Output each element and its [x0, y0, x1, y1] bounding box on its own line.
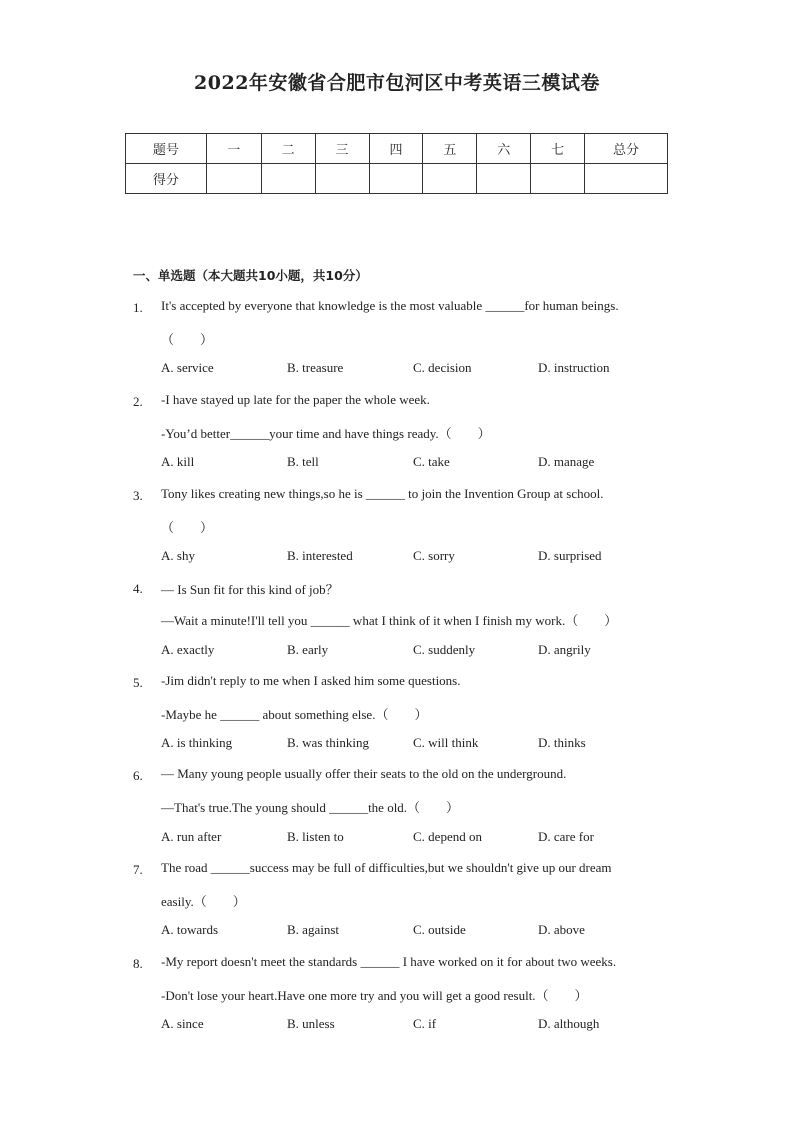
option-b[interactable]: B. unless	[287, 1016, 335, 1031]
option-c[interactable]: C. take	[413, 454, 450, 469]
option-c[interactable]: C. suddenly	[413, 642, 476, 657]
option-c[interactable]: C. if	[413, 1016, 437, 1031]
option-d[interactable]: D. manage	[538, 454, 595, 469]
score-cell	[477, 164, 531, 194]
score-header-cell: 五	[423, 134, 477, 164]
question-text: Tony likes creating new things,so he is ______ to join the Invention Group at school.	[161, 486, 604, 501]
question-text: -Maybe he ______ about something else.（ ）	[161, 707, 428, 722]
option-d[interactable]: D. although	[538, 1016, 600, 1031]
question-text: — Is Sun fit for this kind of job？	[161, 582, 339, 597]
question-text: It's accepted by everyone that knowledge is the most valuable ______for human beings.	[161, 298, 619, 313]
option-a[interactable]: A. run after	[161, 829, 222, 844]
score-cell	[315, 164, 369, 194]
option-c[interactable]: C. depend on	[413, 829, 482, 844]
question-text: -My report doesn't meet the standards ______ I have worked on it for about two weeks.	[161, 954, 617, 969]
score-header-cell: 七	[531, 134, 585, 164]
question-text: — Many young people usually offer their seats to the old on the underground.	[161, 766, 567, 781]
question-number: 7.	[133, 862, 143, 877]
question-number: 4.	[133, 581, 143, 596]
score-cell	[369, 164, 423, 194]
option-c[interactable]: C. sorry	[413, 548, 455, 563]
option-c[interactable]: C. outside	[413, 922, 466, 937]
option-b[interactable]: B. early	[287, 642, 329, 657]
option-d[interactable]: D. care for	[538, 829, 594, 844]
question-text: -You’d better______your time and have things ready.（ ）	[161, 426, 491, 441]
score-header-cell: 三	[315, 134, 369, 164]
option-c[interactable]: C. will think	[413, 735, 479, 750]
score-header-cell: 一	[206, 134, 261, 164]
score-cell	[261, 164, 315, 194]
option-d[interactable]: D. surprised	[538, 548, 602, 563]
question-text: （ ）	[161, 520, 214, 535]
option-a[interactable]: A. exactly	[161, 642, 215, 657]
question-text: -Jim didn't reply to me when I asked him some questions.	[161, 673, 461, 688]
option-a[interactable]: A. towards	[161, 922, 219, 937]
option-d[interactable]: D. thinks	[538, 735, 586, 750]
option-a[interactable]: A. service	[161, 360, 214, 375]
option-b[interactable]: B. treasure	[287, 360, 344, 375]
option-a[interactable]: A. since	[161, 1016, 204, 1031]
score-header-cell: 六	[477, 134, 531, 164]
score-table	[125, 133, 668, 194]
question-text: The road ______success may be full of difficulties,but we shouldn't give up our dream	[161, 860, 612, 875]
question-number: 8.	[133, 956, 143, 971]
question-number: 1.	[133, 300, 143, 315]
question-text: -I have stayed up late for the paper the whole week.	[161, 392, 430, 407]
score-row-label: 得分	[126, 164, 207, 194]
score-header-cell: 四	[369, 134, 423, 164]
option-a[interactable]: A. kill	[161, 454, 195, 469]
question-text: easily.（ ）	[161, 894, 246, 909]
score-header-cell: 题号	[126, 134, 207, 164]
option-b[interactable]: B. was thinking	[287, 735, 369, 750]
score-cell	[531, 164, 585, 194]
option-b[interactable]: B. interested	[287, 548, 353, 563]
score-cell	[585, 164, 668, 194]
page-title: 2022年安徽省合肥市包河区中考英语三模试卷	[194, 72, 600, 94]
question-number: 6.	[133, 768, 143, 783]
option-d[interactable]: D. instruction	[538, 360, 610, 375]
option-b[interactable]: B. tell	[287, 454, 319, 469]
question-text: -Don't lose your heart.Have one more try and you will get a good result.（ ）	[161, 988, 588, 1003]
score-table-score-row	[126, 164, 668, 194]
score-cell	[206, 164, 261, 194]
option-a[interactable]: A. is thinking	[161, 735, 233, 750]
option-a[interactable]: A. shy	[161, 548, 195, 563]
option-c[interactable]: C. decision	[413, 360, 472, 375]
question-text: —That's true.The young should ______the old.（ ）	[161, 800, 460, 815]
score-header-cell: 总分	[585, 134, 668, 164]
question-number: 2.	[133, 394, 143, 409]
question-number: 5.	[133, 675, 143, 690]
section-heading: 一、单选题（本大题共10小题，共10分）	[133, 268, 368, 283]
score-cell	[423, 164, 477, 194]
option-d[interactable]: D. angrily	[538, 642, 591, 657]
option-d[interactable]: D. above	[538, 922, 585, 937]
question-text: （ ）	[161, 332, 214, 347]
question-text: —Wait a minute!I'll tell you ______ what I think of it when I finish my work.（ ）	[161, 613, 618, 628]
option-b[interactable]: B. listen to	[287, 829, 344, 844]
option-b[interactable]: B. against	[287, 922, 339, 937]
score-header-cell: 二	[261, 134, 315, 164]
score-table-header-row	[126, 134, 668, 164]
question-number: 3.	[133, 488, 143, 503]
